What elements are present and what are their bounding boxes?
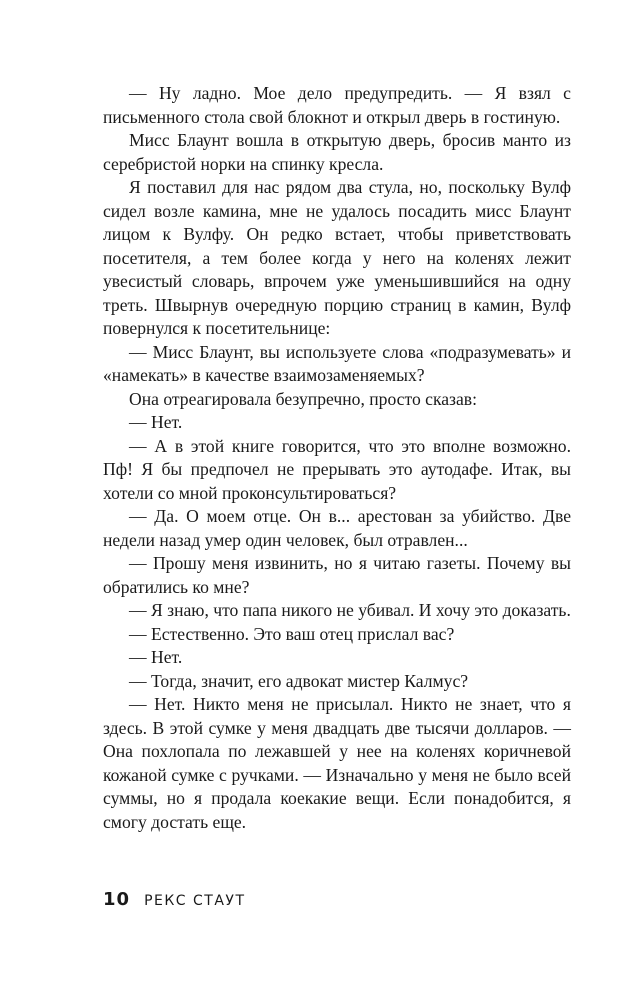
paragraph: Мисс Блаунт вошла в открытую дверь, бросив манто из серебристой норки на спинку кресла. xyxy=(103,130,571,174)
paragraph: — Естественно. Это ваш отец прислал вас? xyxy=(129,623,455,644)
running-title: РЕКС СТАУТ xyxy=(144,893,246,909)
paragraph: — А в этой книге говорится, что это вполне возможно. Пф! Я бы предпочел не прерывать это аутодафе. Итак, вы хотели со мной проконсультироваться? xyxy=(103,435,571,503)
page-number: 10 xyxy=(103,889,131,910)
paragraph: — Да. О моем отце. Он в... арестован за убийство. Две недели назад умер один человек, был отравлен... xyxy=(103,506,571,550)
paragraph: — Прошу меня извинить, но я читаю газеты. Почему вы обратились ко мне? xyxy=(103,553,571,597)
page-footer xyxy=(103,889,246,915)
paragraph: — Я знаю, что папа никого не убивал. И хочу это доказать. xyxy=(129,600,571,620)
paragraph: Я поставил для нас рядом два стула, но, поскольку Вулф сидел возле камина, мне не удалось посадить мисс Блаунт лицом к Вулфу. Он редко встает, чтобы приветствовать посетителя, а тем более когда у него на коленях лежит увесистый словарь, впрочем уже уменьшившийся на одну треть. Швырнув очередную порцию страниц в камин, Вулф повернулся к посетительнице: xyxy=(103,177,571,338)
paragraph: — Нет. xyxy=(129,647,183,667)
paragraph: — Нет. Никто меня не присылал. Никто не знает, что я здесь. В этой сумке у меня двадцать две тысячи долларов. — Она похлопала по лежавшей у нее на коленях коричневой кожаной сумке с ручками. — Изначально у меня не было всей суммы, но я продала коекакие вещи. Если понадобится, я смогу достать еще. xyxy=(103,694,571,832)
paragraph: — Тогда, значит, его адвокат мистер Калмус? xyxy=(129,670,469,691)
paragraph: — Мисс Блаунт, вы используете слова «подразумевать» и «намекать» в качестве взаимозаменяемых? xyxy=(103,341,571,385)
body-text xyxy=(103,82,571,834)
paragraph: — Ну ладно. Мое дело предупредить. — Я взял с письменного стола свой блокнот и открыл дверь в гостиную. xyxy=(103,83,571,127)
paragraph: Она отреагировала безупречно, просто сказав: xyxy=(129,388,478,409)
paragraph: — Нет. xyxy=(129,412,183,432)
